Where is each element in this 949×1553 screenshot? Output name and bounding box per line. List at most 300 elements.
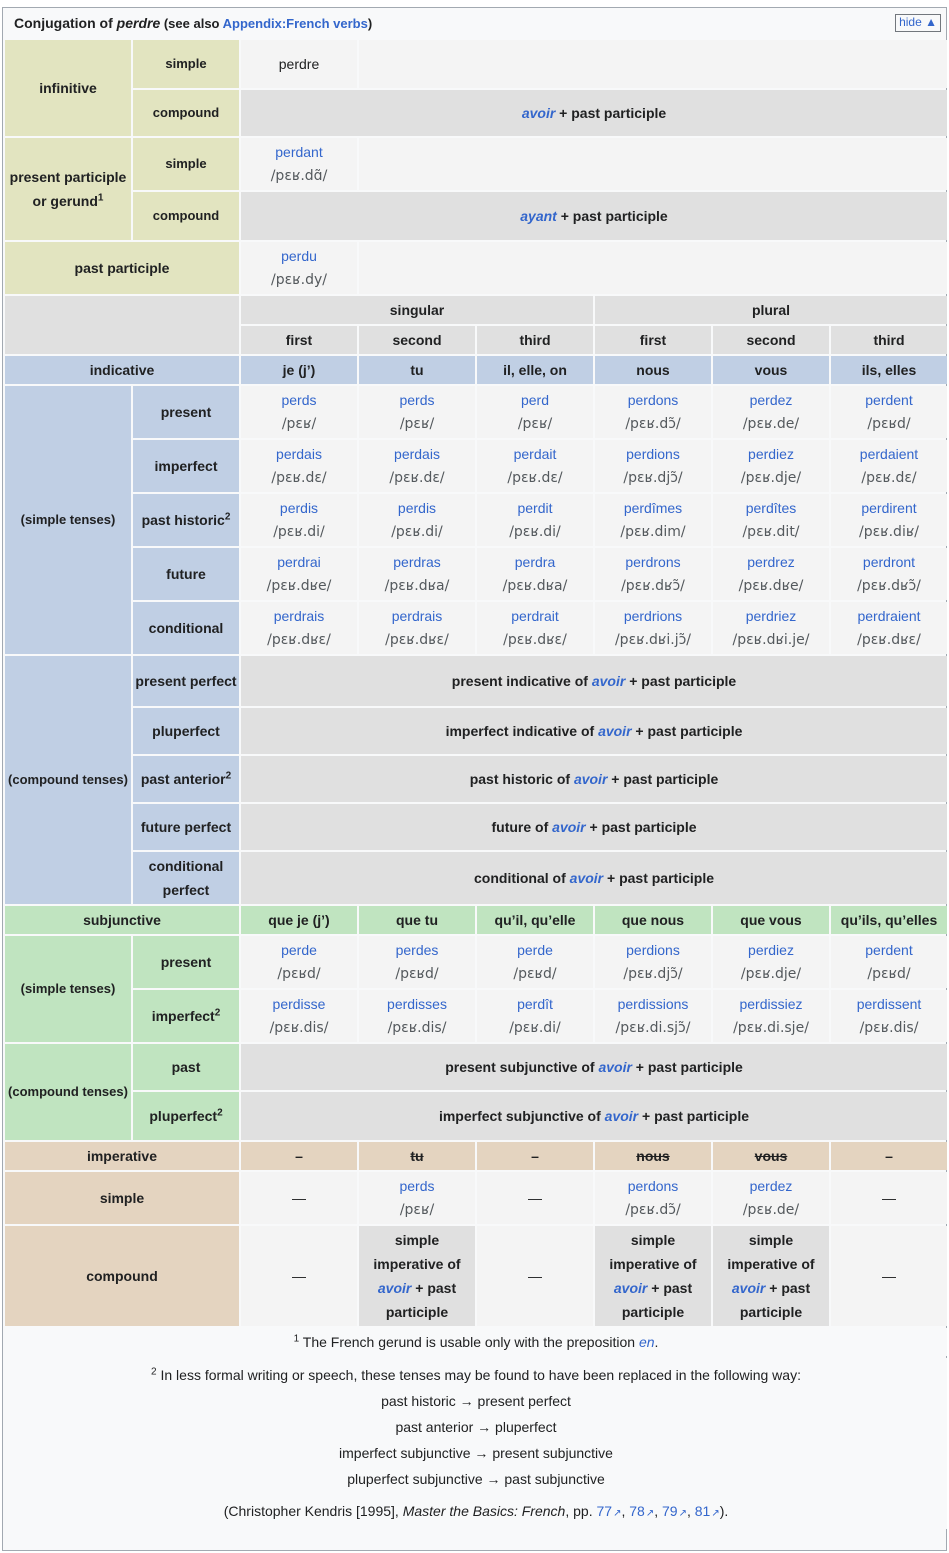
construction-pre: conditional of <box>474 870 570 886</box>
past-participle-form <box>241 242 357 294</box>
conjugated-form <box>595 494 711 546</box>
ipa: /pɛʁd/ <box>395 966 439 982</box>
ipa: /pɛʁ.dɔ̃/ <box>625 416 681 432</box>
form-link[interactable]: perdissiez <box>739 996 803 1012</box>
footnote-2 <box>5 1358 947 1529</box>
subjunctive-simple-group: (simple tenses) <box>5 936 131 1042</box>
form-link[interactable]: perds <box>399 1178 435 1194</box>
title-verb: perdre <box>116 15 161 31</box>
indicative-tense-future <box>133 548 239 600</box>
citation <box>7 1498 945 1527</box>
indicative-compound-group: (compound tenses) <box>5 656 131 904</box>
form-link[interactable]: perdront <box>862 554 916 570</box>
indicative-pronoun: nous <box>595 356 711 384</box>
imperative-empty: — <box>241 1226 357 1326</box>
form-link[interactable]: perdît <box>517 996 553 1012</box>
indicative-pronoun: tu <box>359 356 475 384</box>
indicative-tense-future-perfect <box>133 804 239 850</box>
ipa: /pɛʁ/ <box>281 416 317 432</box>
ipa: /pɛʁ/ <box>399 416 435 432</box>
form-link[interactable]: perdrions <box>623 608 683 624</box>
conjugated-form <box>831 440 947 492</box>
form-link[interactable]: perdîmes <box>623 500 683 516</box>
construction-pre: present subjunctive of <box>445 1059 599 1075</box>
person-col-header: third <box>477 326 593 354</box>
conjugated-form <box>595 602 711 654</box>
conjugated-form <box>477 990 593 1042</box>
ipa: /pɛʁ.diʁ/ <box>858 524 919 540</box>
tense-label: past anterior <box>140 771 226 787</box>
ipa: /pɛʁ.di.sjɔ̃/ <box>615 1020 691 1036</box>
construction-post: + past participle <box>603 870 714 886</box>
see-also-close: ) <box>367 16 373 31</box>
conjugated-form <box>713 386 829 438</box>
ipa: /pɛʁ.dʁa/ <box>502 578 568 594</box>
construction-pre: present indicative of <box>451 673 592 689</box>
conjugated-form <box>713 990 829 1042</box>
periphrastic-form <box>241 1092 947 1140</box>
indicative-compound-row <box>5 804 947 850</box>
construction-pre: future of <box>491 819 553 835</box>
form-link[interactable]: perdez <box>749 1178 793 1194</box>
avoir-link[interactable]: avoir <box>552 819 586 835</box>
indicative-simple-row <box>5 440 947 492</box>
tense-label: present <box>160 954 212 970</box>
avoir-link[interactable]: avoir <box>598 723 632 739</box>
ipa: /pɛʁ.dʁɛ/ <box>267 632 331 648</box>
indicative-tense-pluperfect <box>133 708 239 754</box>
ipa: /pɛʁ.dɔ̃/ <box>625 1202 681 1218</box>
replacement-line: pluperfect subjunctive → past subjunctive <box>347 1471 605 1487</box>
avoir-link[interactable]: avoir <box>731 1280 766 1296</box>
conjugated-form <box>359 386 475 438</box>
footnote-2-intro <box>7 1362 945 1388</box>
header-title <box>14 8 372 39</box>
footnote-mark: 1 <box>97 192 104 204</box>
conjugated-form <box>595 936 711 988</box>
imperative-header-row <box>5 1142 947 1170</box>
imperative-pronoun: nous <box>595 1142 711 1170</box>
ipa: /pɛʁ.dʁɛ/ <box>385 632 449 648</box>
form-link[interactable]: perdras <box>393 554 441 570</box>
form-link[interactable]: perdrait <box>511 608 559 624</box>
form-link[interactable]: perdrais <box>273 608 325 624</box>
ipa: /pɛʁ.di/ <box>509 524 561 540</box>
form-link[interactable]: perdrai <box>277 554 321 570</box>
footnote-mark: 2 <box>214 1007 221 1019</box>
periphrastic-form <box>241 656 947 706</box>
form-link[interactable]: perd <box>520 392 550 408</box>
person-col-header: first <box>595 326 711 354</box>
construction-post: + past participle <box>631 1059 743 1075</box>
participle-compound-form <box>241 192 947 240</box>
person-col-header: third <box>831 326 947 354</box>
tense-label: imperfect <box>154 458 218 474</box>
footnote-mark: 2 <box>217 1107 223 1119</box>
form-link[interactable]: perdrons <box>625 554 681 570</box>
footnote-1-row <box>5 1328 947 1356</box>
ipa: /pɛʁ.dʁɔ̃/ <box>621 578 685 594</box>
subjunctive-pronoun: que vous <box>713 906 829 934</box>
imperative-empty: — <box>241 1172 357 1224</box>
subjunctive-simple-row <box>5 936 947 988</box>
ipa: /pɛʁ.dis/ <box>859 1020 919 1036</box>
imperative-pronoun: – <box>477 1142 593 1170</box>
indicative-pronoun: il, elle, on <box>477 356 593 384</box>
tense-label: present perfect <box>135 673 237 689</box>
footnote-1 <box>5 1328 947 1356</box>
imperative-empty: — <box>477 1226 593 1326</box>
form-link[interactable]: perdent <box>865 392 913 408</box>
conjugated-form <box>477 602 593 654</box>
periphrastic-form <box>241 852 947 904</box>
ipa: /pɛʁ.dɑ̃/ <box>270 168 328 184</box>
indicative-pronoun: je (j’) <box>241 356 357 384</box>
avoir-link[interactable]: avoir <box>591 673 626 689</box>
tense-label: future perfect <box>140 819 232 835</box>
tense-label: present <box>160 404 212 420</box>
subjunctive-pronoun: que je (j’) <box>241 906 357 934</box>
conjugated-form <box>595 386 711 438</box>
construction-post: + past participle <box>585 819 697 835</box>
conjugated-form <box>831 990 947 1042</box>
conjugated-form <box>713 440 829 492</box>
replacement-line: imperfect subjunctive → present subjunctive <box>339 1445 613 1461</box>
ipa: /pɛʁ.di/ <box>391 524 443 540</box>
conjugated-form <box>477 386 593 438</box>
conjugated-form <box>477 548 593 600</box>
infinitive-label: infinitive <box>5 40 131 136</box>
form-link[interactable]: perdriez <box>745 608 797 624</box>
indicative-header-row <box>5 356 947 384</box>
replacement-line: past historic → present perfect <box>381 1393 571 1409</box>
periphrastic-form <box>241 1044 947 1090</box>
infinitive-empty <box>359 40 947 88</box>
ipa: /pɛʁ.dɛ/ <box>507 470 563 486</box>
ipa: /pɛʁ.dje/ <box>740 966 802 982</box>
infinitive-simple-form: perdre <box>241 40 357 88</box>
conjugated-form <box>359 494 475 546</box>
form-link[interactable]: perdrais <box>391 608 443 624</box>
indicative-simple-row <box>5 386 947 438</box>
ipa: /pɛʁ.de/ <box>742 1202 800 1218</box>
conjugated-form <box>241 386 357 438</box>
title-prefix: Conjugation of <box>14 15 117 31</box>
subjunctive-label: subjunctive <box>5 906 239 934</box>
conjugated-form <box>359 602 475 654</box>
ipa: /pɛʁd/ <box>867 416 911 432</box>
past-participle-empty <box>359 242 947 294</box>
ipa: /pɛʁ.dʁi.jɔ̃/ <box>614 632 692 648</box>
subjunctive-pronoun: que nous <box>595 906 711 934</box>
indicative-tense-conditional-perfect <box>133 852 239 904</box>
form-link[interactable]: perds <box>399 392 435 408</box>
form-link[interactable]: perdit <box>517 500 553 516</box>
footnote-text: In less formal writing or speech, these tenses may be found to have been replaced in the following way: <box>156 1367 801 1383</box>
subjunctive-compound-group: (compound tenses) <box>5 1044 131 1140</box>
ipa: /pɛʁ.dʁe/ <box>266 578 332 594</box>
ipa: /pɛʁd/ <box>513 966 557 982</box>
imperative-form <box>595 1172 711 1224</box>
form-link[interactable]: perdais <box>394 446 440 462</box>
indicative-tense-past-anterior <box>133 756 239 802</box>
imperative-compound-label: compound <box>5 1226 239 1326</box>
form-link[interactable]: perdiez <box>748 942 794 958</box>
present-participle-text: present participle or gerund <box>9 169 127 209</box>
subjunctive-simple-row <box>5 990 947 1042</box>
ipa: /pɛʁ.dis/ <box>387 1020 447 1036</box>
tense-label: conditional perfect <box>148 858 224 898</box>
perdu-link[interactable]: perdu <box>281 248 317 264</box>
subjunctive-tense-past <box>133 1044 239 1090</box>
imperative-pronoun: vous <box>713 1142 829 1170</box>
periphrastic-form <box>241 804 947 850</box>
indicative-simple-row <box>5 494 947 546</box>
cite-mid: , pp. <box>565 1503 597 1519</box>
ipa: /pɛʁ.dɛ/ <box>861 470 917 486</box>
ipa: /pɛʁ.dis/ <box>269 1020 329 1036</box>
ipa: /pɛʁ.dʁi.je/ <box>732 632 810 648</box>
page-sep: , <box>654 1503 662 1519</box>
construction-post: + past participle <box>385 1280 457 1320</box>
construction-post: + past participle <box>638 1108 750 1124</box>
ipa: /pɛʁ.dy/ <box>271 272 327 288</box>
page-link[interactable]: 79 ↗ <box>662 1503 687 1519</box>
form-link[interactable]: perdez <box>749 392 793 408</box>
construction-post: + past participle <box>631 723 743 739</box>
conjugated-form <box>241 936 357 988</box>
ayant-link[interactable]: ayant <box>520 208 557 224</box>
form-link[interactable]: perdaient <box>859 446 919 462</box>
periphrastic-form <box>241 708 947 754</box>
footnote-end: . <box>654 1334 659 1350</box>
page-link[interactable]: 77 ↗ <box>596 1503 621 1519</box>
ipa: /pɛʁ.djɔ̃/ <box>623 470 683 486</box>
form-link[interactable]: perdait <box>513 446 557 462</box>
form-link[interactable]: perdes <box>395 942 439 958</box>
form-link[interactable]: perdons <box>627 1178 679 1194</box>
conjugation-header <box>3 8 946 38</box>
construction-pre: imperfect indicative of <box>445 723 599 739</box>
ipa: /pɛʁ.dit/ <box>742 524 800 540</box>
avoir-link[interactable]: avoir <box>377 1280 412 1296</box>
subjunctive-pronoun: que tu <box>359 906 475 934</box>
footnote-mark: 2 <box>224 511 231 523</box>
form-link[interactable]: perdent <box>865 942 913 958</box>
form-link[interactable]: perdissions <box>617 996 689 1012</box>
conjugated-form <box>241 602 357 654</box>
indicative-label: indicative <box>5 356 239 384</box>
form-link[interactable]: perdisse <box>272 996 326 1012</box>
subjunctive-pronoun: qu’ils, qu’elles <box>831 906 947 934</box>
construction-pre: simple imperative of <box>373 1232 461 1272</box>
cite-end: ). <box>719 1503 729 1519</box>
subjunctive-compound-row <box>5 1092 947 1140</box>
footnote-mark: 1 <box>293 1333 300 1345</box>
construction-post: + past participle <box>607 771 719 787</box>
conjugated-form <box>713 602 829 654</box>
imperative-pronoun: – <box>831 1142 947 1170</box>
appendix-link[interactable]: Appendix:French verbs <box>222 16 368 31</box>
avoir-link[interactable]: avoir <box>569 870 604 886</box>
plural-header: plural <box>595 296 947 324</box>
construction-post: + past participle <box>625 673 737 689</box>
present-participle-form <box>241 138 357 190</box>
conjugated-form <box>713 548 829 600</box>
avoir-link[interactable]: avoir <box>573 771 608 787</box>
infinitive-compound-form <box>241 90 947 136</box>
compound-rest: + past participle <box>556 208 668 224</box>
form-link[interactable]: perdis <box>397 500 437 516</box>
form-link[interactable]: perdra <box>514 554 556 570</box>
indicative-tense-present-perfect <box>133 656 239 706</box>
ipa: /pɛʁ.dʁɛ/ <box>857 632 921 648</box>
indicative-compound-row <box>5 756 947 802</box>
person-col-header: second <box>359 326 475 354</box>
conjugated-form <box>477 440 593 492</box>
conjugated-form <box>831 494 947 546</box>
indicative-compound-row <box>5 656 947 706</box>
infinitive-compound-label: compound <box>133 90 239 136</box>
indicative-tense-conditional <box>133 602 239 654</box>
tense-label: past historic <box>141 512 225 528</box>
subjunctive-compound-row <box>5 1044 947 1090</box>
conjugated-form <box>359 440 475 492</box>
page-sep: , <box>621 1503 630 1519</box>
imperative-form <box>713 1172 829 1224</box>
conjugated-form <box>595 548 711 600</box>
indicative-simple-group: (simple tenses) <box>5 386 131 654</box>
ipa: /pɛʁ.di/ <box>509 1020 561 1036</box>
form-link[interactable]: perds <box>281 392 317 408</box>
footnote-2-row <box>5 1358 947 1529</box>
periphrastic-form <box>241 756 947 802</box>
imperative-empty: — <box>831 1172 947 1224</box>
form-link[interactable]: perde <box>281 942 317 958</box>
form-link[interactable]: perdis <box>279 500 319 516</box>
form-link[interactable]: perdirent <box>861 500 917 516</box>
imperative-simple-label: simple <box>5 1172 239 1224</box>
participle-empty <box>359 138 947 190</box>
form-link[interactable]: perdisses <box>387 996 447 1012</box>
imperative-pronoun: tu <box>359 1142 475 1170</box>
ipa: /pɛʁ.dʁɔ̃/ <box>857 578 921 594</box>
compound-rest: + past participle <box>555 105 667 121</box>
indicative-simple-row <box>5 602 947 654</box>
ipa: /pɛʁ/ <box>517 416 553 432</box>
see-also-open: (see also <box>160 16 223 31</box>
en-link[interactable]: en <box>638 1334 655 1350</box>
ipa: /pɛʁ.dʁe/ <box>738 578 804 594</box>
construction-pre: simple imperative of <box>609 1232 697 1272</box>
indicative-pronoun: ils, elles <box>831 356 947 384</box>
singular-header: singular <box>241 296 593 324</box>
form-link[interactable]: perdissent <box>856 996 922 1012</box>
imperative-compound-row <box>5 1226 947 1326</box>
construction-post: + past participle <box>621 1280 693 1320</box>
imperative-empty: — <box>831 1226 947 1326</box>
imperative-compound-form <box>595 1226 711 1326</box>
subjunctive-tense-present <box>133 936 239 988</box>
participle-compound-label: compound <box>133 192 239 240</box>
present-participle-label <box>5 138 131 240</box>
avoir-link[interactable]: avoir <box>613 1280 648 1296</box>
construction-pre: past historic of <box>469 771 574 787</box>
ipa: /pɛʁ/ <box>399 1202 435 1218</box>
ipa: /pɛʁ.di.sje/ <box>733 1020 809 1036</box>
subjunctive-pronoun: qu’il, qu’elle <box>477 906 593 934</box>
construction-post: + past participle <box>739 1280 811 1320</box>
footnote-mark: 2 <box>225 770 232 782</box>
ipa: /pɛʁ.dje/ <box>740 470 802 486</box>
tense-label: imperfect <box>151 1008 215 1024</box>
cite-pre: (Christopher Kendris [1995], <box>223 1503 403 1519</box>
conjugated-form <box>241 990 357 1042</box>
avoir-link[interactable]: avoir <box>604 1108 639 1124</box>
ipa: /pɛʁ.di/ <box>273 524 325 540</box>
indicative-compound-row <box>5 708 947 754</box>
page-link[interactable]: 81 ↗ <box>695 1503 720 1519</box>
subjunctive-tense-pluperfect <box>133 1092 239 1140</box>
infinitive-simple-label: simple <box>133 40 239 88</box>
tense-label: pluperfect <box>152 723 220 739</box>
avoir-link[interactable]: avoir <box>521 105 556 121</box>
conjugated-form <box>595 990 711 1042</box>
ipa: /pɛʁd/ <box>277 966 321 982</box>
tense-label: pluperfect <box>149 1108 218 1124</box>
form-link[interactable]: perdions <box>626 446 680 462</box>
form-link[interactable]: perdrez <box>747 554 795 570</box>
indicative-tense-past-historic <box>133 494 239 546</box>
imperative-form <box>359 1172 475 1224</box>
conjugated-form <box>359 936 475 988</box>
conjugated-form <box>241 494 357 546</box>
form-link[interactable]: perdiez <box>748 446 794 462</box>
form-link[interactable]: perdais <box>276 446 322 462</box>
conjugation-box <box>2 7 947 1551</box>
ipa: /pɛʁ.djɔ̃/ <box>623 966 683 982</box>
construction-pre: imperfect subjunctive of <box>438 1108 605 1124</box>
form-link[interactable]: perde <box>517 942 553 958</box>
subjunctive-header-row <box>5 906 947 934</box>
conjugated-form <box>713 494 829 546</box>
form-link[interactable]: perdons <box>627 392 679 408</box>
form-link[interactable]: perdîtes <box>745 500 797 516</box>
cite-title: Master the Basics: French <box>402 1503 566 1519</box>
form-link[interactable]: perdions <box>626 942 680 958</box>
ipa: /pɛʁ.dʁa/ <box>384 578 450 594</box>
page-link[interactable]: 78 ↗ <box>629 1503 654 1519</box>
replacement-line: past anterior → pluperfect <box>395 1419 557 1435</box>
hide-toggle-button[interactable]: hide ▲ <box>895 14 941 32</box>
indicative-simple-row <box>5 548 947 600</box>
ipa: /pɛʁ.dim/ <box>620 524 686 540</box>
form-link[interactable]: perdraient <box>857 608 921 624</box>
conjugated-form <box>831 602 947 654</box>
person-header-corner <box>5 296 239 354</box>
indicative-compound-row <box>5 852 947 904</box>
footnote-mark: 2 <box>151 1366 157 1378</box>
indicative-pronoun: vous <box>713 356 829 384</box>
past-participle-label: past participle <box>5 242 239 294</box>
ipa: /pɛʁ.de/ <box>742 416 800 432</box>
person-col-header: second <box>713 326 829 354</box>
imperative-simple-row <box>5 1172 947 1224</box>
avoir-link[interactable]: avoir <box>598 1059 632 1075</box>
perdant-link[interactable]: perdant <box>275 144 323 160</box>
imperative-empty: — <box>477 1172 593 1224</box>
imperative-compound-form <box>359 1226 475 1326</box>
